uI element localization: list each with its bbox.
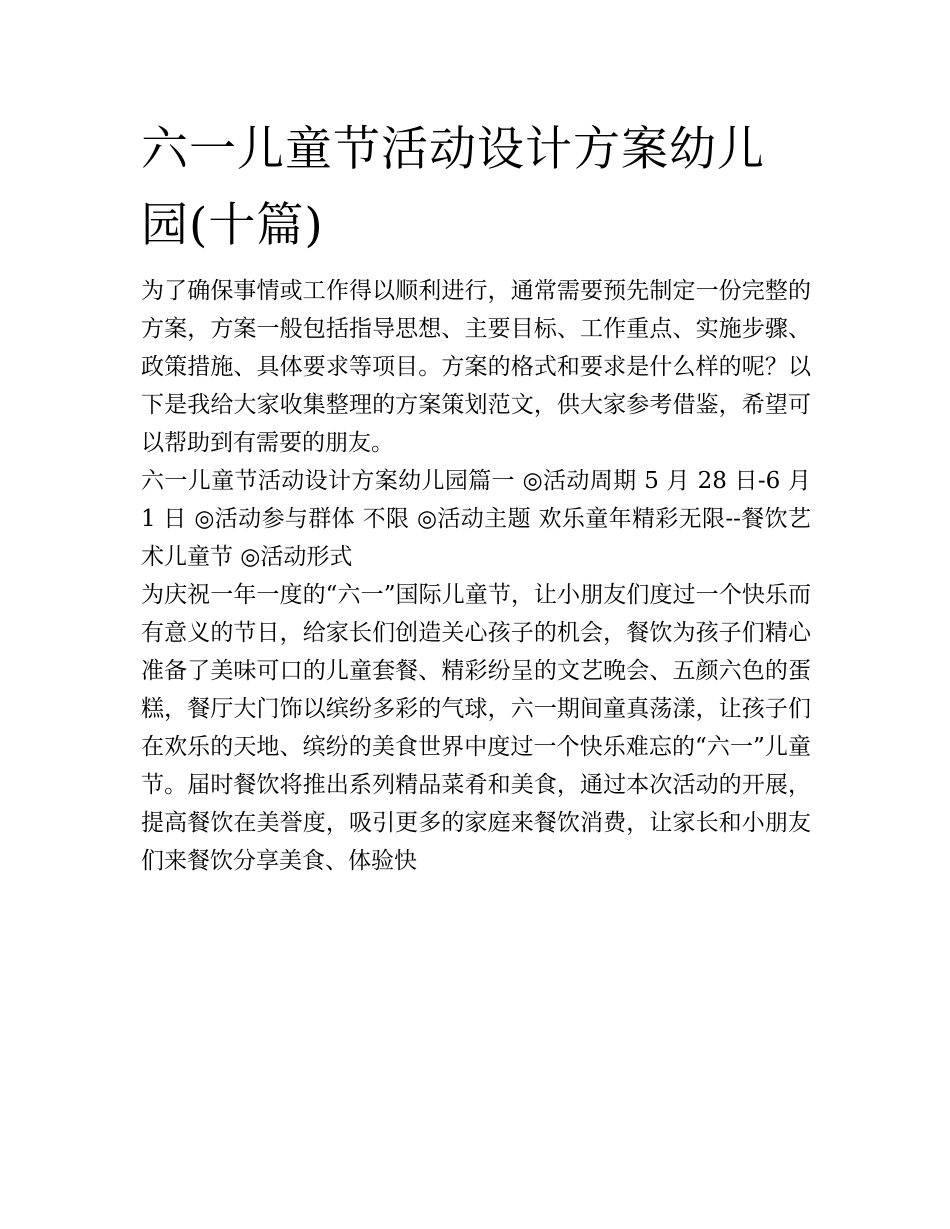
section-one-summary: 六一儿童节活动设计方案幼儿园篇一 ◎活动周期 5 月 28 日-6 月 1 日 ◎活动参与群体 不限 ◎活动主题 欢乐童年精彩无限--餐饮艺术儿童节 ◎活动形式 — [141, 468, 811, 570]
document-body — [141, 112, 811, 880]
intro-paragraph: 为了确保事情或工作得以顺利进行，通常需要预先制定一份完整的方案，方案一般包括指导思想、主要目标、工作重点、实施步骤、政策措施、具体要求等项目。方案的格式和要求是什么样的呢？以下是我给大家收集整理的方案策划范文，供大家参考借鉴，希望可以帮助到有需要的朋友。 — [141, 278, 811, 456]
body-paragraph: 为庆祝一年一度的“六一”国际儿童节，让小朋友们度过一个快乐而有意义的节日，给家长们创造关心孩子的机会，餐饮为孩子们精心准备了美味可口的儿童套餐、精彩纷呈的文艺晚会、五颜六色的蛋糕，餐厅大门饰以缤纷多彩的气球，六一期间童真荡漾，让孩子们在欢乐的天地、缤纷的美食世界中度过一个快乐难忘的“六一”儿童节。届时餐饮将推出系列精品菜肴和美食，通过本次活动的开展，提高餐饮在美誉度，吸引更多的家庭来餐饮消费，让家长和小朋友们来餐饮分享美食、体验快 — [141, 582, 811, 874]
document-title: 六一儿童节活动设计方案幼儿园(十篇) — [141, 122, 765, 253]
